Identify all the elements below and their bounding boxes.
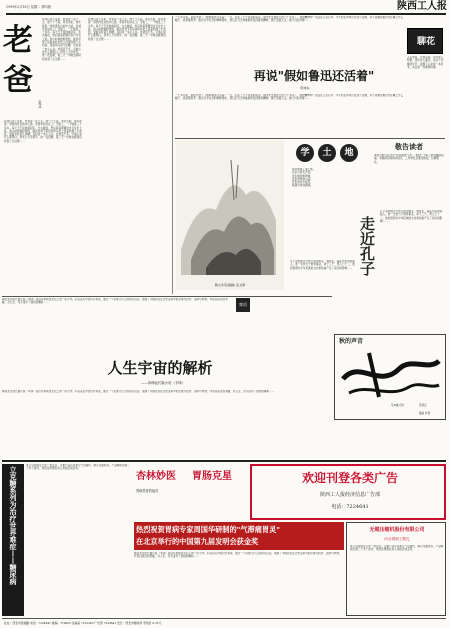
- promo-tag: 向全国职工敬礼: [384, 537, 410, 541]
- seal-stamp: 寄语: [236, 298, 250, 312]
- promo-heading: 无锡压缩机股份有限公司: [369, 527, 425, 533]
- advert-recruit-title: 欢迎刊登各类广告: [301, 471, 398, 485]
- painting: [176, 140, 284, 290]
- laoba-body-b: 在我们这个家里，老爸是一家之主。他个子不高，背有些驼，常年穿着一身洗得发白的中山装。老爸年轻时在工厂当钳工，一干就是三十多年。每天天不亮他就起床，生火做饭，然后骑着那辆旧自行车去上班。我小时候最盼望的，就是老爸下班回来时车把上挂着的那个小布袋，里面有时是几块糖，有时是一本小人书。老爸话不多，可他心里什么都明白。我考上大学那年，他一夜没睡，第二天一早就去邮局给我寄了生活费……: [4, 120, 82, 143]
- calligraphy-title: 秋的声音: [339, 338, 364, 345]
- lianghua-logo: [407, 28, 443, 54]
- book-review-body-top: 韩起先生的长篇小说《木铎》是近年来陕西文坛上的一部力作。小说以关中农村为背景，通过一个家族几代人的命运沉浮，展现了中国农民在历史变革中的苦难与抗争、追求与梦想。作者以深沉的笔触，对人生、对宇宙作了独到的解析……: [2, 298, 228, 305]
- xunfeng-body-top: 一个多月前，某报刊登了《假如鲁迅还活着》一文，引起了不少读者的关注。鲁迅先生逝世已经六十多年了，他的精神却一直活在人们心中。今天我们再来讨论这个话题，并不是要给鲁迅先生戴上什么帽子，而是要思考：面对当今社会的种种现象，我们应当怎样继承和发扬鲁迅精神，敢于直面人生，敢于针砭时弊……: [175, 16, 404, 23]
- book-review-subtitle: ——读韩起长篇小说《木铎》: [140, 381, 186, 385]
- poem-header-b: 土: [318, 144, 336, 162]
- vertical-banner: [2, 464, 24, 616]
- header-rule: [6, 13, 446, 15]
- kongzi-title: 走近孔子: [358, 216, 376, 276]
- masthead: 陕西工人报: [397, 1, 447, 12]
- lianghua-logo-text: 聊花: [416, 37, 435, 47]
- laoba-title-char-1: 老: [3, 24, 33, 58]
- xunfeng-body-bottom: 一个多月前，某报刊登了《假如鲁迅还活着》一文，引起了不少读者的关注。鲁迅先生逝世已经六十多年了，他的精神却一直活在人们心中。今天我们再来讨论这个话题，并不是要给鲁迅先生戴上什么帽子，而是要思考：面对当今社会的种种现象，我们应当怎样继承和发扬鲁迅精神，敢于直面人生，敢于针砭时弊……: [175, 94, 404, 101]
- calligraphy-box: [334, 334, 446, 420]
- kongzi-body-left: 孔子是我国古代伟大的思想家、教育家，儒家学派的创始人。他一生致力于教育事业，弟子三千，贤人七十二。他的思想对中华民族的文化和性格产生了深远的影响……: [290, 260, 355, 270]
- laoba-body-a: 在我们这个家里，老爸是一家之主。他个子不高，背有些驼，常年穿着一身洗得发白的中山装。老爸年轻时在工厂当钳工，一干就是三十多年。每天天不亮他就起床，生火做饭，然后骑着那辆旧自行车去上班。我小时候最盼望的，就是老爸下班回来时车把上挂着的那个小布袋，里面有时是几块糖，有时是一本小人书。老爸话不多，可他心里什么都明白。我考上大学那年，他一夜没睡，第二天一早就去邮局给我寄了生活费……: [42, 18, 81, 61]
- xunfeng-article: [175, 16, 445, 136]
- laoba-article: [2, 16, 170, 294]
- calligraphy-caption-left: 写&画 设计: [391, 404, 405, 407]
- book-review: [2, 298, 332, 458]
- kongzi-body-right: 孔子是我国古代伟大的思想家、教育家，儒家学派的创始人。他一生致力于教育事业，弟子三千，贤人七十二。他的思想对中华民族的文化和性格产生了深远的影响……: [380, 210, 443, 223]
- poem-header-c: 地: [340, 144, 358, 162]
- banner-article-body: 本公司是国家大型一类企业，主要产品有各类空气压缩机、制冷压缩机等，产品畅销全国二十多个省市，欢迎各界朋友来人来函洽谈业务。: [26, 464, 130, 471]
- book-review-title: 人生宇宙的解析: [107, 359, 213, 377]
- congress-headline: [134, 522, 344, 550]
- footer-line: 社址：西安市莲湖路 电话：7224641 邮编：710003 总编室 7212345 广告部 7224641 发行：西安市邮政局 零售价 0.35元: [4, 621, 162, 625]
- advert-recruit-phone: 电话：7224641: [331, 504, 369, 510]
- advert-recruit-org: 陕西工人报经济信息广告部: [319, 492, 380, 498]
- header-date: 1999年3月16日 星期二 第四版: [6, 5, 51, 9]
- reader-notice: [372, 140, 446, 208]
- landscape-painting-svg: [176, 140, 284, 280]
- book-review-body-bottom: 韩起先生的长篇小说《木铎》是近年来陕西文坛上的一部力作。小说以关中农村为背景，通过一个家族几代人的命运沉浮，展现了中国农民在历史变革中的苦难与抗争、追求与梦想。作者以深沉的笔触，对人生、对宇宙作了独到的解析……: [2, 390, 275, 393]
- clinic-ad: [134, 464, 246, 520]
- xunfeng-title: 再说"假如鲁迅还活着": [253, 69, 375, 83]
- poem-body: 春风吹绿了黄土地， 农家小院笑声起。 老牛耕田犁铧响， 麦苗青青满山溪。 汗水浇出丰收年， 粮满仓来油满瓶。: [292, 168, 316, 188]
- calligraphy-brush-svg: [339, 349, 443, 401]
- rule-bottom: [2, 460, 446, 462]
- calligraphy-caption-right: 范延江: [419, 404, 427, 407]
- vertical-banner-text: 立克糖系列为治疗世界难症——糖尿病: [9, 466, 17, 585]
- reader-notice-body: 本报自即日起开设"读者园地"专栏，欢迎广大职工群众踊跃投稿。来稿请注明真实姓名、工作单位及通讯地址，以便联系。: [374, 154, 444, 164]
- clinic-ad-name-2: 胃肠克星: [192, 471, 232, 482]
- rule-mid-1: [175, 138, 445, 139]
- calligraphy-caption-right-2: 临帖 作者: [419, 412, 431, 415]
- laoba-byline: (散文): [38, 100, 42, 109]
- reader-notice-title: 敬告读者: [395, 143, 423, 151]
- lianghua-body: 人们常说，开卷有益。读书使人明智，读史使人通达。在这个浮躁的年代，能静下心来读一本好书，实在是一件难得的事。: [407, 56, 444, 69]
- xunfeng-author: 陈建东: [300, 86, 310, 90]
- poem-header-a: 学: [296, 144, 314, 162]
- clinic-ad-note: 胃病患者的福音: [136, 489, 159, 493]
- col-rule-1: [172, 16, 173, 294]
- advert-recruit: [250, 464, 446, 520]
- clinic-ad-name: 杏林妙医: [136, 471, 176, 482]
- laoba-body-c: 在我们这个家里，老爸是一家之主。他个子不高，背有些驼，常年穿着一身洗得发白的中山装。老爸年轻时在工厂当钳工，一干就是三十多年。每天天不亮他就起床，生火做饭，然后骑着那辆旧自行车去上班。我小时候最盼望的，就是老爸下班回来时车把上挂着的那个小布袋，里面有时是几块糖，有时是一本小人书。老爸话不多，可他心里什么都明白。我考上大学那年，他一夜没睡，第二天一早就去邮局给我寄了生活费……: [88, 18, 166, 41]
- promo-box: [346, 522, 446, 616]
- congress-line-1: 热烈祝贺胃病专家周国华研制的"气滞痛胃灵": [136, 525, 281, 534]
- congress-line-2: 在北京举行的中国第九届发明会获金奖: [136, 537, 259, 546]
- laoba-title-char-2: 爸: [3, 64, 33, 98]
- congress-body: 韩起先生的长篇小说《木铎》是近年来陕西文坛上的一部力作。小说以关中农村为背景，通过一个家族几代人的命运沉浮，展现了中国农民在历史变革中的苦难与抗争、追求与梦想。作者以深沉的笔触，对人生、对宇宙作了独到的解析……: [134, 552, 342, 559]
- rule-mid-2: [2, 296, 332, 297]
- painting-caption: 雅山多景(国画) 张文厚: [214, 283, 246, 287]
- promo-body: 本公司是国家大型一类企业，主要产品有各类空气压缩机、制冷压缩机等，产品畅销全国二十多个省市，欢迎各界朋友来人来函洽谈业务。: [350, 545, 444, 552]
